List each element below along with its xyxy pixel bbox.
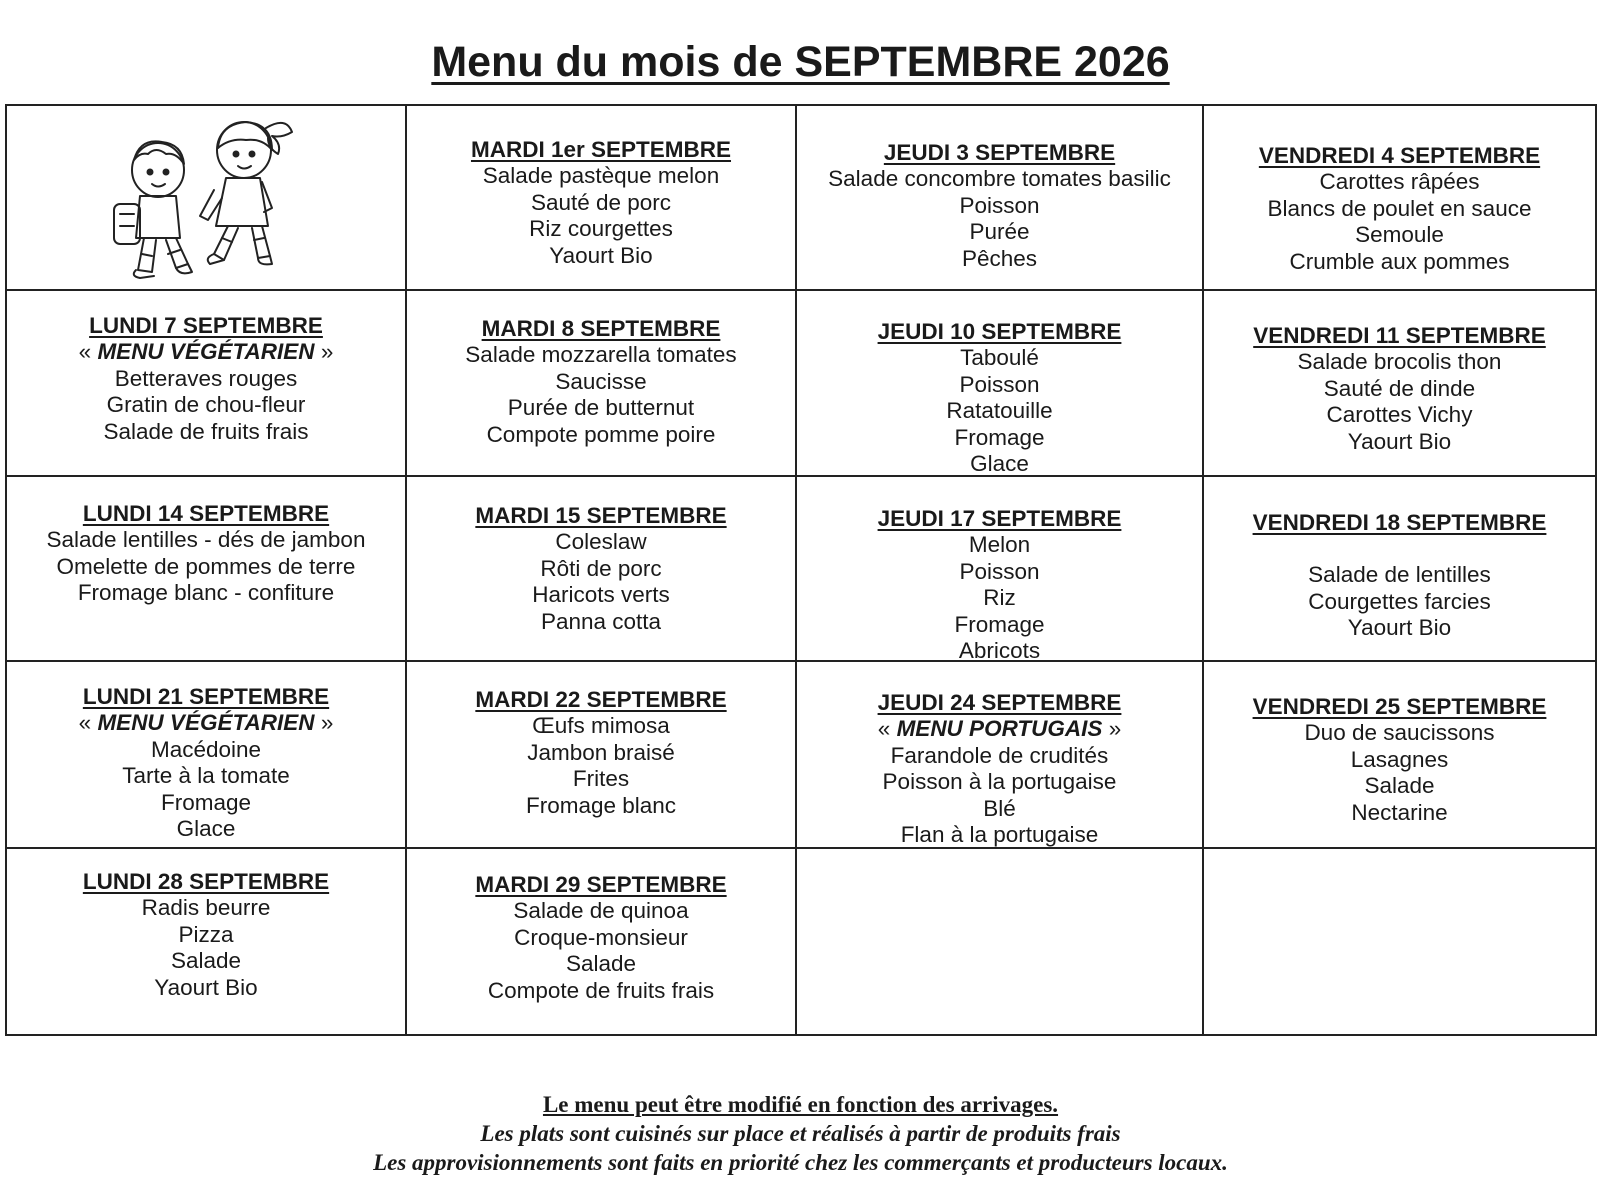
- day-heading: VENDREDI 4 SEPTEMBRE: [1258, 143, 1541, 168]
- dish: Poisson: [959, 371, 1040, 397]
- dish: Salade mozzarella tomates: [465, 342, 737, 368]
- day-heading: MARDI 15 SEPTEMBRE: [475, 503, 727, 528]
- dish: Salade: [565, 951, 637, 977]
- dish: Flan à la portugaise: [900, 822, 1099, 848]
- dish: Riz courgettes: [529, 216, 673, 242]
- dish: Duo de saucissons: [1304, 720, 1495, 746]
- menu-theme: « MENU VÉGÉTARIEN »: [78, 710, 334, 736]
- day-heading: JEUDI 10 SEPTEMBRE: [877, 319, 1122, 344]
- dish: Compote pomme poire: [486, 421, 716, 447]
- dish: Fromage blanc: [525, 792, 677, 818]
- day-cell: [407, 662, 797, 849]
- dish: Taboulé: [960, 345, 1039, 371]
- dish: Sauté de porc: [530, 189, 672, 215]
- day-heading: MARDI 29 SEPTEMBRE: [475, 872, 727, 897]
- dish: Riz: [983, 585, 1016, 611]
- dish: Sauté de dinde: [1323, 375, 1476, 401]
- dish: Crumble aux pommes: [1289, 248, 1510, 274]
- dish: Fromage: [160, 789, 252, 815]
- dish: Poisson: [959, 558, 1040, 584]
- dish: Salade lentilles - dés de jambon: [46, 527, 366, 553]
- dish: Salade brocolis thon: [1297, 349, 1502, 375]
- dish: Croque-monsieur: [514, 924, 688, 950]
- day-cell: [1204, 477, 1595, 662]
- dish: Salade de fruits frais: [103, 418, 309, 444]
- day-cell: [407, 849, 797, 1034]
- dish: Fromage: [954, 424, 1045, 450]
- dish: Salade: [170, 948, 242, 974]
- page-title: Menu du mois de SEPTEMBRE 2026: [431, 38, 1170, 86]
- dish: Fromage blanc - confiture: [77, 580, 335, 606]
- day-heading: LUNDI 14 SEPTEMBRE: [82, 501, 330, 526]
- day-cell: [797, 106, 1204, 291]
- dish: Fromage: [954, 611, 1045, 637]
- day-heading: LUNDI 21 SEPTEMBRE: [82, 684, 330, 709]
- footer-notes: [0, 1090, 1601, 1177]
- day-heading: LUNDI 7 SEPTEMBRE: [89, 313, 323, 338]
- dish: Coleslaw: [555, 529, 647, 555]
- dish: Purée: [969, 219, 1030, 245]
- note-fresh-products: Les plats sont cuisinés sur place et réalisés à partir de produits frais: [480, 1121, 1121, 1146]
- day-cell: [407, 106, 797, 291]
- menu-grid: [5, 104, 1597, 1036]
- day-cell: [7, 291, 407, 477]
- dish: Pizza: [178, 921, 234, 947]
- dish: Yaourt Bio: [1347, 428, 1452, 454]
- day-cell: [797, 477, 1204, 662]
- day-heading: VENDREDI 25 SEPTEMBRE: [1252, 694, 1547, 719]
- dish: Glace: [176, 816, 236, 842]
- dish: Nectarine: [1351, 799, 1448, 825]
- day-cell: [7, 662, 407, 849]
- day-cell: [7, 477, 407, 662]
- day-cell: [1204, 106, 1595, 291]
- dish: Melon: [968, 532, 1031, 558]
- day-heading: MARDI 22 SEPTEMBRE: [475, 687, 727, 712]
- dish: Semoule: [1355, 222, 1444, 248]
- day-cell: [407, 477, 797, 662]
- day-cell: [797, 662, 1204, 849]
- day-cell: [797, 291, 1204, 477]
- dish: Haricots verts: [532, 582, 670, 608]
- empty-cell: [797, 849, 1204, 1034]
- dish: Radis beurre: [141, 895, 271, 921]
- menu-theme: « MENU PORTUGAIS »: [877, 716, 1122, 742]
- dish: Betteraves rouges: [114, 365, 298, 391]
- day-cell: [1204, 662, 1595, 849]
- dish: Farandole de crudités: [890, 742, 1109, 768]
- dish: Yaourt Bio: [154, 974, 258, 1000]
- dish: Poisson: [959, 192, 1040, 218]
- dish: Saucisse: [555, 368, 647, 394]
- dish: Yaourt Bio: [1347, 615, 1452, 641]
- dish: Abricots: [958, 638, 1041, 664]
- dish: Ratatouille: [946, 398, 1053, 424]
- dish: Jambon braisé: [527, 739, 675, 765]
- menu-theme: « MENU VÉGÉTARIEN »: [78, 339, 334, 365]
- dish: Tarte à la tomate: [122, 763, 290, 789]
- day-heading: JEUDI 24 SEPTEMBRE: [877, 690, 1122, 715]
- empty-cell: [1204, 849, 1595, 1034]
- dish: Glace: [970, 451, 1029, 477]
- dish: Poisson à la portugaise: [882, 769, 1117, 795]
- dish: Purée de butternut: [507, 395, 695, 421]
- dish: Salade: [1364, 773, 1435, 799]
- dish: Carottes râpées: [1319, 169, 1480, 195]
- day-heading: JEUDI 3 SEPTEMBRE: [883, 140, 1116, 165]
- dish: Carottes Vichy: [1326, 402, 1473, 428]
- dish: Salade concombre tomates basilic: [828, 166, 1171, 192]
- dish: Blancs de poulet en sauce: [1267, 195, 1532, 221]
- day-heading: LUNDI 28 SEPTEMBRE: [82, 869, 330, 894]
- day-cell: [407, 291, 797, 477]
- day-heading: VENDREDI 18 SEPTEMBRE: [1252, 510, 1547, 535]
- dish: Salade de quinoa: [513, 898, 689, 924]
- dish: Gratin de chou-fleur: [106, 392, 306, 418]
- dish: Macédoine: [150, 736, 262, 762]
- dish: Compote de fruits frais: [487, 977, 715, 1003]
- day-heading: JEUDI 17 SEPTEMBRE: [877, 506, 1122, 531]
- dish: Pêches: [961, 245, 1038, 271]
- dish: Frites: [572, 766, 630, 792]
- day-cell: [7, 849, 407, 1034]
- day-heading: MARDI 8 SEPTEMBRE: [481, 316, 721, 341]
- children-illustration-icon: [96, 108, 316, 288]
- note-local-suppliers: Les approvisionnements sont faits en priorité chez les commerçants et producteurs locaux.: [373, 1150, 1228, 1175]
- dish: Courgettes farcies: [1308, 588, 1491, 614]
- dish: Omelette de pommes de terre: [56, 553, 356, 579]
- dish: Yaourt Bio: [549, 242, 653, 268]
- day-heading: VENDREDI 11 SEPTEMBRE: [1253, 323, 1546, 348]
- dish: Lasagnes: [1350, 746, 1449, 772]
- day-cell: [1204, 291, 1595, 477]
- note-menu-change: Le menu peut être modifié en fonction des arrivages.: [542, 1092, 1059, 1117]
- dish: Salade pastèque melon: [482, 163, 720, 189]
- dish: Rôti de porc: [540, 555, 662, 581]
- dish: Panna cotta: [540, 608, 662, 634]
- dish: Œufs mimosa: [532, 713, 670, 739]
- dish: Blé: [983, 795, 1016, 821]
- illustration-cell: [7, 106, 407, 291]
- dish: Salade de lentilles: [1308, 562, 1491, 588]
- day-heading: MARDI 1er SEPTEMBRE: [470, 137, 732, 162]
